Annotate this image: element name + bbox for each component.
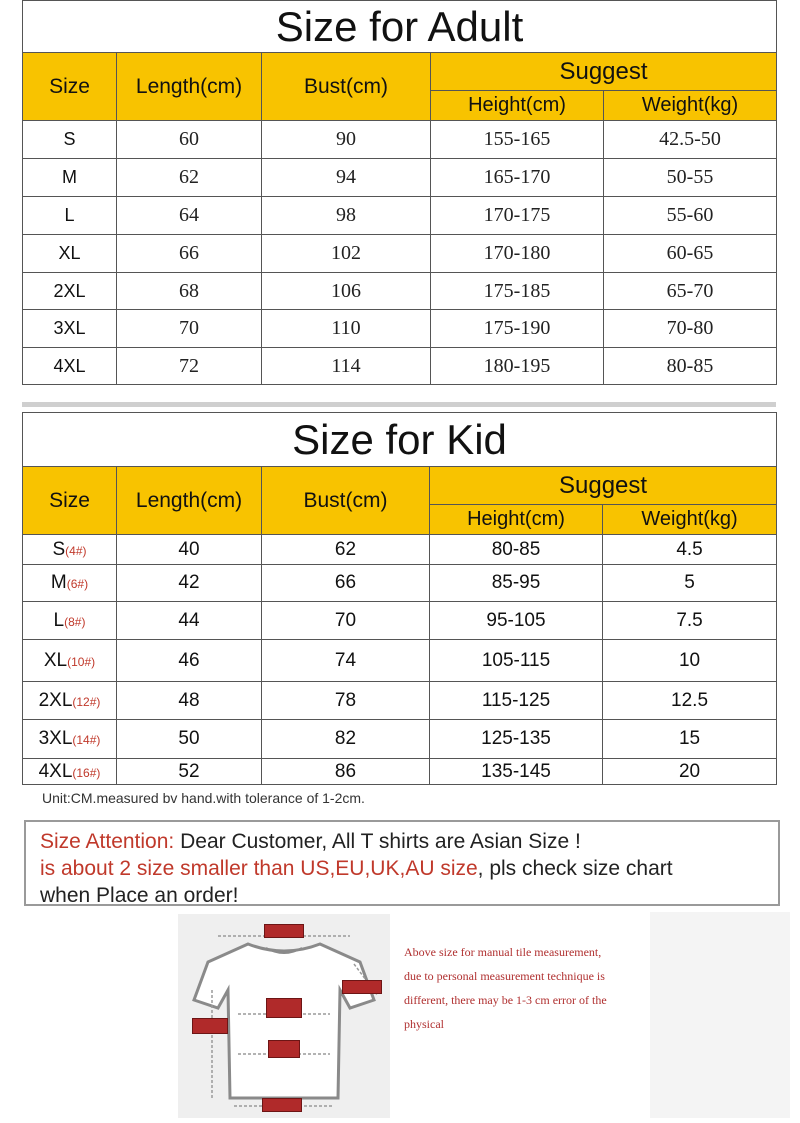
kid-cell-bust: 82 [262, 720, 430, 759]
adult-cell-weight: 50-55 [604, 159, 777, 197]
attention-line-1-text: Dear Customer, All T shirts are Asian Size ! [174, 830, 581, 853]
adult-cell-height: 170-175 [431, 197, 604, 235]
adult-cell-size: M [23, 159, 117, 197]
attention-line-3: when Place an order! [40, 884, 239, 907]
adult-table-row [23, 121, 777, 159]
attention-line-2-text: , pls check size chart [477, 857, 673, 880]
shoulder-label-marker [264, 924, 304, 938]
adult-header-bust: Bust(cm) [262, 53, 431, 121]
kid-size-tag: (16#) [72, 765, 101, 780]
kid-table-row [23, 602, 777, 640]
adult-cell-size: XL [23, 235, 117, 273]
adult-cell-size: L [23, 197, 117, 235]
size-attention-box [24, 820, 780, 906]
kid-size-tag: (6#) [66, 577, 89, 591]
adult-cell-bust: 90 [262, 121, 431, 159]
adult-cell-weight: 65-70 [604, 273, 777, 310]
kid-table-title: Size for Kid [23, 413, 777, 467]
kid-cell-weight: 10 [603, 640, 777, 682]
adult-cell-height: 180-195 [431, 348, 604, 385]
attention-warning: is about 2 size smaller than US,EU,UK,AU size [40, 857, 478, 880]
kid-cell-length: 40 [117, 535, 262, 565]
kid-cell-length: 46 [117, 640, 262, 682]
adult-table-row [23, 197, 777, 235]
kid-cell-size [23, 759, 117, 785]
attention-line-2 [40, 855, 764, 882]
section-divider [22, 402, 776, 407]
adult-table-body [23, 121, 777, 385]
kid-cell-length: 48 [117, 682, 262, 720]
kid-cell-length: 42 [117, 565, 262, 602]
kid-table-row [23, 759, 777, 785]
length-label-marker [192, 1018, 228, 1034]
adult-cell-height: 175-190 [431, 310, 604, 348]
kid-cell-height: 125-135 [430, 720, 603, 759]
tshirt-measurement-diagram [178, 914, 390, 1118]
kid-cell-bust: 74 [262, 640, 430, 682]
attention-line-1 [40, 828, 764, 855]
kid-cell-size [23, 602, 117, 640]
kid-cell-height: 95-105 [430, 602, 603, 640]
adult-cell-length: 62 [117, 159, 262, 197]
attention-label: Size Attention: [40, 830, 175, 853]
kid-cell-height: 85-95 [430, 565, 603, 602]
adult-cell-bust: 110 [262, 310, 431, 348]
kid-cell-weight: 20 [603, 759, 777, 785]
adult-cell-bust: 94 [262, 159, 431, 197]
kid-size-label: 4XL [38, 760, 73, 782]
adult-table-title: Size for Adult [23, 1, 777, 53]
kid-cell-size [23, 640, 117, 682]
kid-size-tag: (4#) [65, 543, 87, 558]
kid-cell-weight: 15 [603, 720, 777, 759]
kid-size-tag: (8#) [64, 614, 86, 629]
kid-header-suggest: Suggest [430, 467, 777, 505]
kid-cell-bust: 86 [262, 759, 430, 785]
side-note-line-1: Above size for manual tile measurement, [404, 945, 602, 959]
adult-cell-size: S [23, 121, 117, 159]
adult-cell-height: 170-180 [431, 235, 604, 273]
kid-header-bust: Bust(cm) [262, 467, 430, 535]
adult-cell-size: 3XL [23, 310, 117, 348]
kid-cell-height: 115-125 [430, 682, 603, 720]
adult-header-weight: Weight(kg) [604, 91, 777, 121]
adult-table-row [23, 273, 777, 310]
kid-header-height: Height(cm) [430, 505, 603, 535]
kid-size-label: S [52, 538, 66, 560]
adult-cell-weight: 55-60 [604, 197, 777, 235]
kid-size-tag: (12#) [72, 694, 101, 709]
adult-table-row [23, 159, 777, 197]
kid-table-row [23, 720, 777, 759]
kid-cell-size [23, 535, 117, 565]
adult-size-table [22, 0, 777, 385]
side-note-line-2: due to personal measurement technique is [404, 969, 605, 983]
kid-header-size: Size [23, 467, 117, 535]
kid-cell-length: 50 [117, 720, 262, 759]
kid-size-table [22, 412, 777, 785]
adult-header-suggest: Suggest [431, 53, 777, 91]
kid-size-label: L [53, 609, 65, 631]
adult-table-row [23, 348, 777, 385]
adult-cell-length: 72 [117, 348, 262, 385]
side-note-line-3: different, there may be 1-3 cm error of the [404, 993, 607, 1007]
kid-size-tag: (10#) [67, 654, 96, 669]
kid-cell-height: 80-85 [430, 535, 603, 565]
kid-cell-size [23, 682, 117, 720]
kid-cell-size [23, 720, 117, 759]
kid-table-row [23, 682, 777, 720]
adult-cell-length: 70 [117, 310, 262, 348]
adult-cell-bust: 102 [262, 235, 431, 273]
diagram-background-panel [650, 912, 790, 1118]
adult-cell-bust: 106 [262, 273, 431, 310]
kid-table-row [23, 640, 777, 682]
kid-size-label: 3XL [38, 728, 73, 749]
adult-cell-weight: 42.5-50 [604, 121, 777, 159]
adult-header-height: Height(cm) [431, 91, 604, 121]
adult-table-row [23, 310, 777, 348]
adult-cell-size: 2XL [23, 273, 117, 310]
adult-cell-length: 68 [117, 273, 262, 310]
kid-cell-bust: 78 [262, 682, 430, 720]
kid-size-label: M [50, 572, 67, 593]
kid-header-length: Length(cm) [117, 467, 262, 535]
measurement-note: Unit:CM.measured bv hand.with tolerance of 1-2cm. [42, 790, 365, 806]
kid-table-row [23, 565, 777, 602]
adult-cell-size: 4XL [23, 348, 117, 385]
kid-cell-weight: 7.5 [603, 602, 777, 640]
kid-size-tag: (14#) [72, 733, 101, 747]
kid-cell-height: 135-145 [430, 759, 603, 785]
kid-cell-bust: 66 [262, 565, 430, 602]
kid-cell-height: 105-115 [430, 640, 603, 682]
kid-cell-weight: 5 [603, 565, 777, 602]
side-note-line-4: physical [404, 1017, 444, 1031]
kid-cell-bust: 70 [262, 602, 430, 640]
kid-header-weight: Weight(kg) [603, 505, 777, 535]
kid-size-label: 2XL [38, 689, 73, 711]
adult-cell-length: 66 [117, 235, 262, 273]
kid-cell-length: 52 [117, 759, 262, 785]
adult-cell-weight: 70-80 [604, 310, 777, 348]
kid-cell-bust: 62 [262, 535, 430, 565]
kid-cell-size [23, 565, 117, 602]
hem-label-marker [262, 1098, 302, 1112]
kid-table-row [23, 535, 777, 565]
kid-table-body [23, 535, 777, 785]
adult-cell-height: 165-170 [431, 159, 604, 197]
adult-cell-height: 175-185 [431, 273, 604, 310]
adult-cell-bust: 98 [262, 197, 431, 235]
kid-size-label: XL [43, 649, 68, 671]
adult-cell-length: 60 [117, 121, 262, 159]
adult-cell-weight: 60-65 [604, 235, 777, 273]
adult-header-length: Length(cm) [117, 53, 262, 121]
kid-cell-weight: 12.5 [603, 682, 777, 720]
kid-cell-weight: 4.5 [603, 535, 777, 565]
adult-cell-weight: 80-85 [604, 348, 777, 385]
sleeve-label-marker [342, 980, 382, 994]
measurement-side-note [404, 940, 654, 1036]
adult-cell-length: 64 [117, 197, 262, 235]
waist-label-marker [268, 1040, 300, 1058]
adult-header-size: Size [23, 53, 117, 121]
adult-cell-height: 155-165 [431, 121, 604, 159]
bust-label-marker [266, 998, 302, 1018]
adult-cell-bust: 114 [262, 348, 431, 385]
adult-table-row [23, 235, 777, 273]
kid-cell-length: 44 [117, 602, 262, 640]
